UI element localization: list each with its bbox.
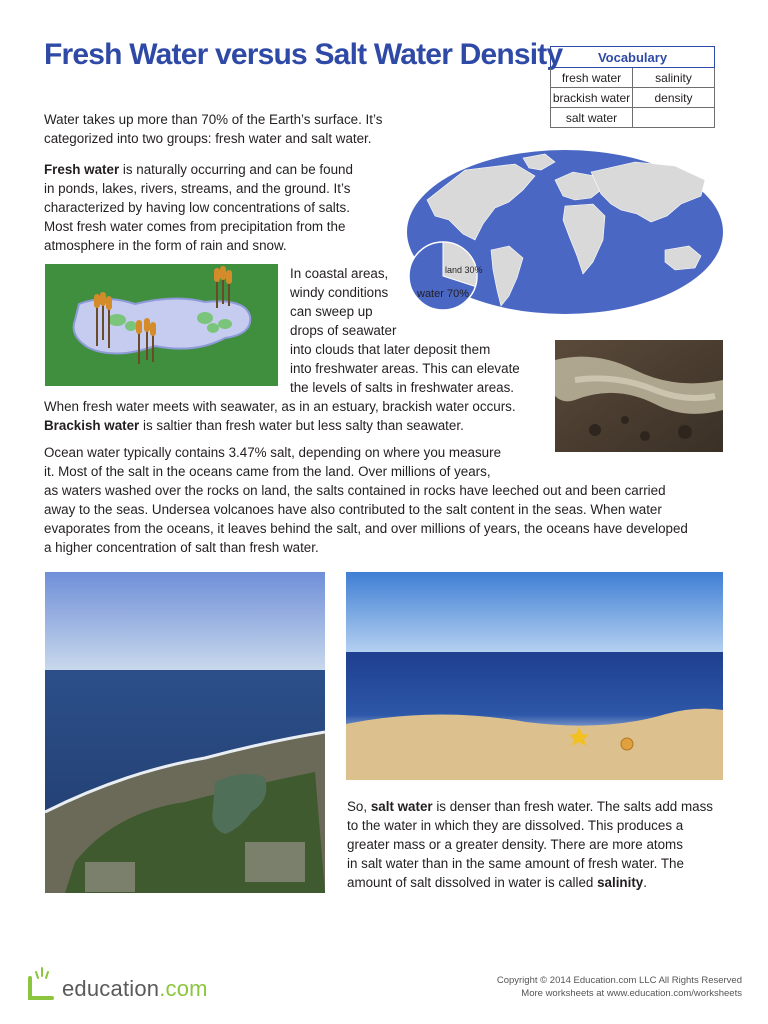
text-line — [44, 416, 554, 435]
coastline-aerial-photo — [45, 572, 325, 893]
text-line: categorized into two groups: fresh water and salt water. — [44, 131, 372, 146]
term-salinity: salinity — [597, 875, 644, 890]
text-line: evaporates from the oceans, it leaves behind the salt, and over millions of years, the oceans have developed — [44, 521, 688, 536]
text-line: in ponds, lakes, rivers, streams, and the ground. It’s — [44, 181, 351, 196]
vocab-term: brackish water — [551, 88, 633, 108]
term-fresh-water: Fresh water — [44, 162, 120, 177]
text-line: When fresh water meets with seawater, as in an estuary, brackish water occurs. — [44, 399, 516, 414]
text-line: In coastal areas, — [290, 266, 389, 281]
coastal-paragraph — [290, 264, 550, 397]
text-line: Ocean water typically contains 3.47% salt, depending on where you measure — [44, 445, 502, 460]
logo-suffix-text: .com — [159, 976, 208, 1001]
education-logo-text[interactable] — [62, 976, 208, 1002]
vocab-term — [633, 108, 715, 128]
fresh-water-paragraph — [44, 160, 404, 255]
term-salt-water: salt water — [370, 799, 433, 814]
text-line: Most fresh water comes from precipitation from the — [44, 219, 346, 234]
page-title: Fresh Water versus Salt Water Density — [44, 38, 563, 71]
text-line: greater mass or a greater density. There are more atoms — [347, 837, 683, 852]
text-line: away to the seas. Undersea volcanoes have also contributed to the salt content in the seas. When water — [44, 502, 662, 517]
text-line: the levels of salts in freshwater areas. — [290, 380, 515, 395]
text-line — [347, 873, 737, 892]
estuary-photo — [555, 340, 723, 452]
pond-illustration — [45, 264, 278, 386]
text-line: to the water in which they are dissolved. This produces a — [347, 818, 684, 833]
salt-water-paragraph — [347, 797, 737, 892]
footer-copyright — [497, 974, 742, 1000]
text-line: Water takes up more than 70% of the Earth’s surface. It’s — [44, 112, 383, 127]
text-line: a higher concentration of salt than fresh water. — [44, 540, 319, 555]
text-line: can sweep up — [290, 304, 373, 319]
education-logo-icon — [22, 964, 62, 1004]
text-span: is saltier than fresh water but less salty than seawater. — [139, 418, 464, 433]
pie-water-label: water 70% — [417, 288, 469, 300]
vocabulary-heading: Vocabulary — [551, 47, 715, 68]
text-span: So, — [347, 799, 371, 814]
brackish-paragraph — [44, 397, 554, 435]
copyright-text: Copyright © 2014 Education.com LLC All Rights Reserved — [496, 975, 742, 986]
text-line: into clouds that later deposit them — [290, 342, 491, 357]
vocab-term: salt water — [551, 108, 633, 128]
vocab-term: salinity — [633, 68, 715, 88]
beach-illustration — [346, 572, 723, 780]
text-line: it. Most of the salt in the oceans came from the land. Over millions of years, — [44, 464, 491, 479]
text-line: as waters washed over the rocks on land, the salts contained in rocks have leeched out and been carried — [44, 483, 666, 498]
text-span: . — [643, 875, 647, 890]
intro-paragraph — [44, 110, 404, 148]
text-line: characterized by having low concentrations of salts. — [44, 200, 350, 215]
ocean-paragraph — [44, 443, 734, 557]
vocabulary-table — [550, 46, 715, 128]
text-line: drops of seawater — [290, 323, 397, 338]
shell-icon — [621, 738, 633, 750]
term-brackish-water: Brackish water — [44, 418, 140, 433]
vocab-term: fresh water — [551, 68, 633, 88]
text-line: windy conditions — [290, 285, 389, 300]
text-span: is denser than fresh water. The salts add mass — [432, 799, 713, 814]
text-line: atmosphere in the form of rain and snow. — [44, 238, 287, 253]
text-line — [44, 160, 404, 179]
vocab-term: density — [633, 88, 715, 108]
logo-main-text: education — [62, 976, 160, 1001]
text-line: in salt water than in the same amount of fresh water. The — [347, 856, 684, 871]
pie-land-label: land 30% — [445, 265, 483, 275]
text-line — [347, 797, 737, 816]
text-span: is naturally occurring and can be found — [119, 162, 353, 177]
text-span: amount of salt dissolved in water is called — [347, 875, 598, 890]
more-worksheets-link[interactable]: More worksheets at www.education.com/worksheets — [521, 988, 742, 999]
text-line: into freshwater areas. This can elevate — [290, 361, 520, 376]
